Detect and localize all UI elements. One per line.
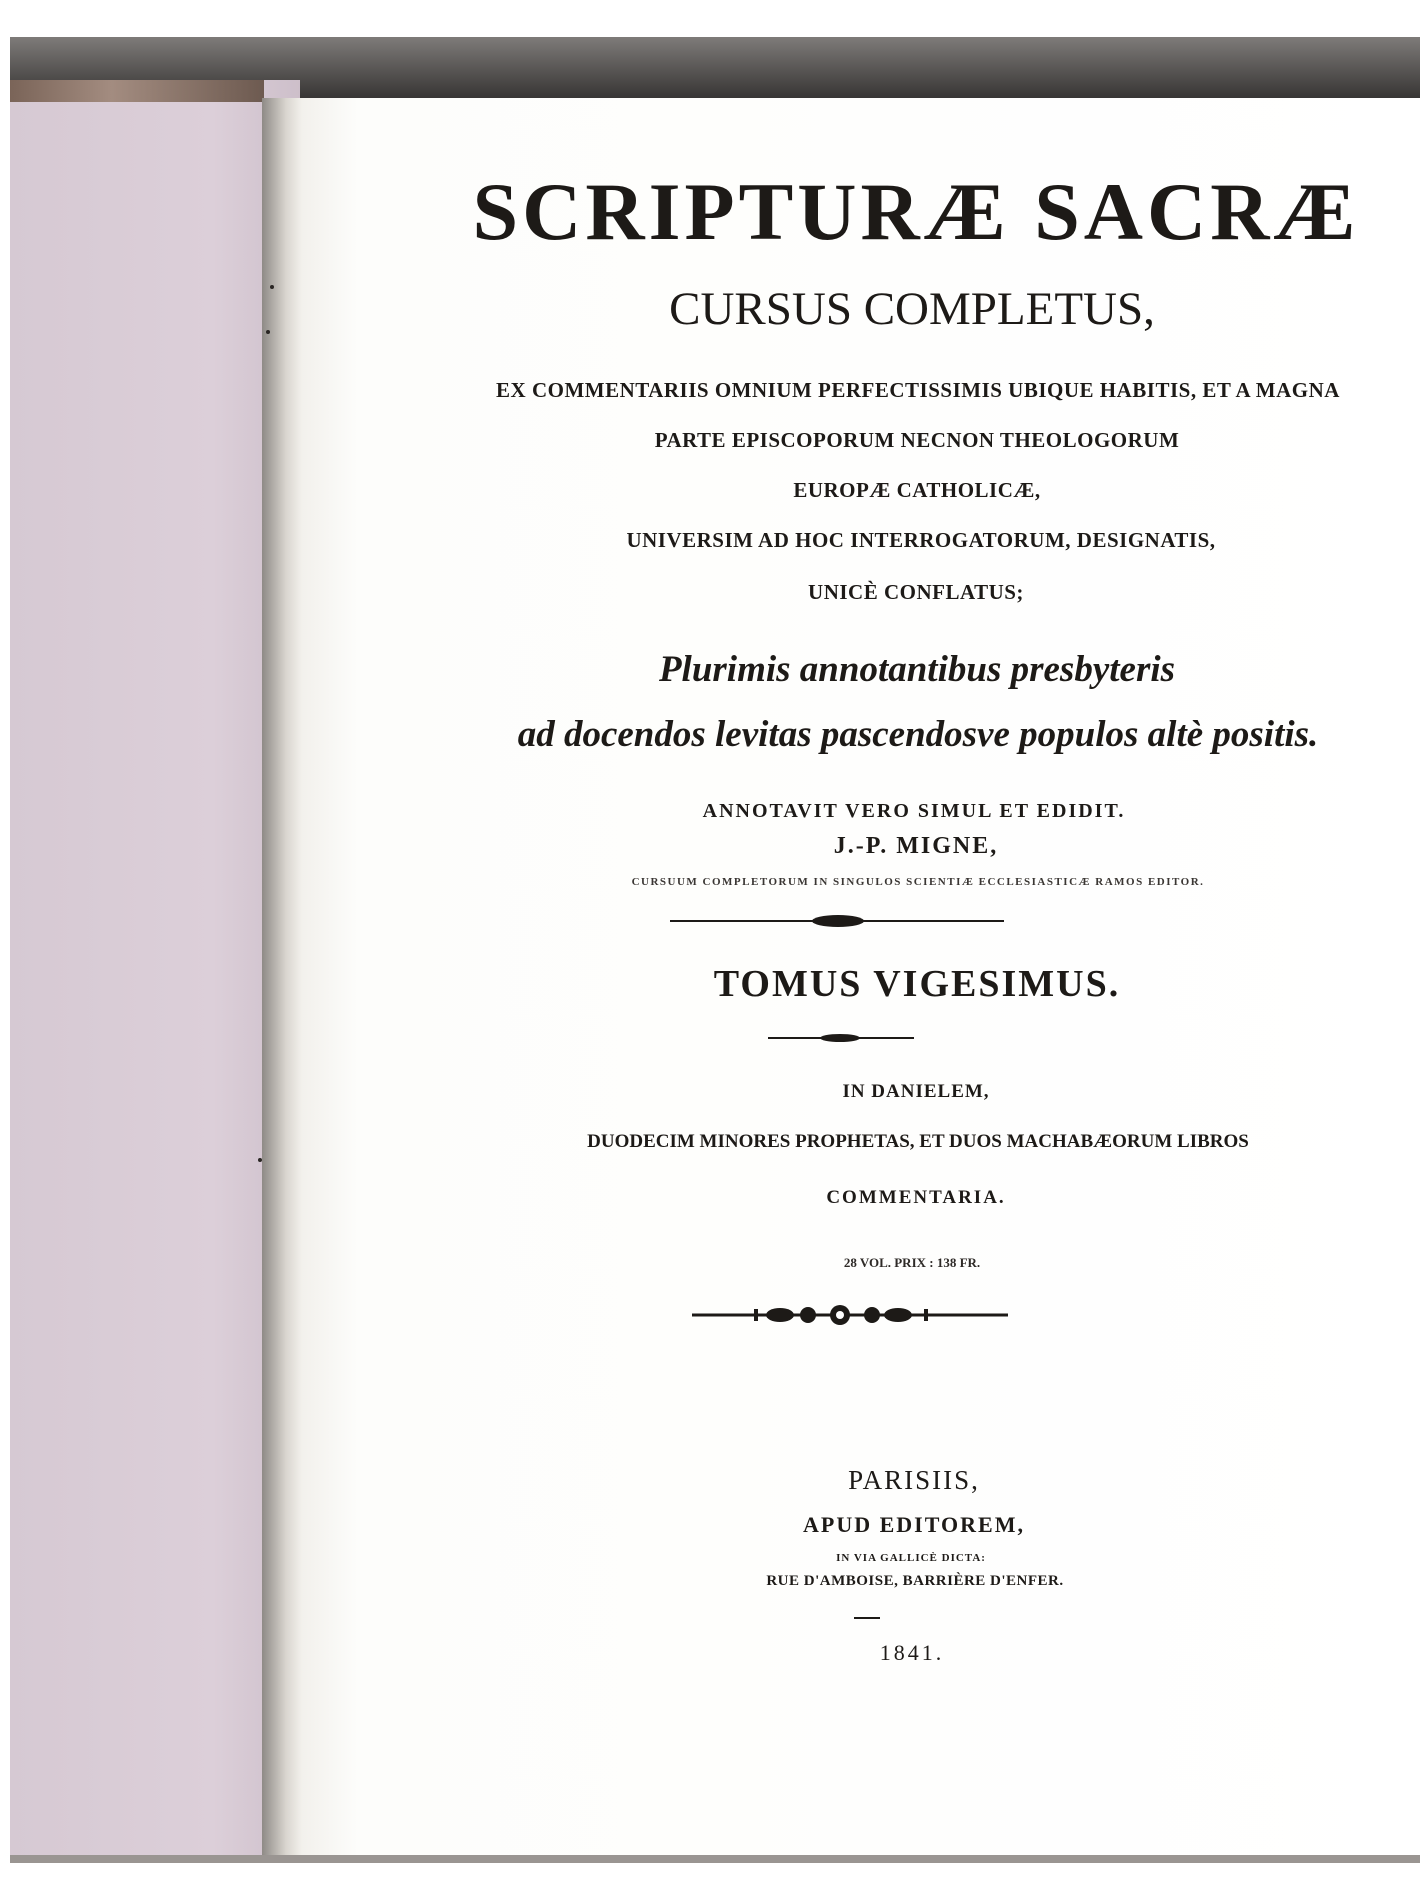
annotation-line: ANNOTAVIT VERO SIMUL ET EDIDIT. (702, 800, 1126, 822)
editor-name: J.-P. MIGNE, (833, 833, 999, 859)
description-line: PARTE EPISCOPORUM NECNON THEOLOGORUM (654, 428, 1180, 452)
contents-line: COMMENTARIA. (826, 1187, 1006, 1208)
paper-speck (258, 1158, 262, 1162)
description-line: EUROPÆ CATHOLICÆ, (793, 478, 1041, 502)
imprint-street-intro: IN VIA GALLICÈ DICTA: (836, 1552, 986, 1564)
imprint-publisher: APUD EDITOREM, (803, 1512, 1025, 1537)
binding-strip (10, 80, 264, 102)
fleuron-ornament (692, 1303, 1008, 1327)
ornamental-rule-center (812, 915, 864, 927)
italic-line: ad docendos levitas pascendosve populos altè positis. (517, 714, 1319, 755)
description-line: UNIVERSIM AD HOC INTERROGATORUM, DESIGNATIS, (626, 528, 1216, 552)
book-title: SCRIPTURÆ SACRÆ (472, 166, 1360, 257)
editor-title: CURSUUM COMPLETORUM IN SINGULOS SCIENTIÆ ECCLESIASTICÆ RAMOS EDITOR. (631, 876, 1205, 888)
contents-line: IN DANIELEM, (842, 1081, 990, 1102)
price-line: 28 VOL. PRIX : 138 FR. (843, 1255, 981, 1270)
volume-number: TOMUS VIGESIMUS. (713, 963, 1121, 1005)
ornamental-rule-center (820, 1034, 860, 1042)
description-line: UNICÈ CONFLATUS; (808, 580, 1024, 604)
contents-line: DUODECIM MINORES PROPHETAS, ET DUOS MACHABÆORUM LIBROS (587, 1131, 1249, 1152)
short-rule (854, 1617, 880, 1619)
imprint-year: 1841. (879, 1640, 945, 1665)
description-line: EX COMMENTARIIS OMNIUM PERFECTISSIMIS UBIQUE HABITIS, ET A MAGNA (496, 378, 1340, 402)
imprint-city: PARISIIS, (848, 1465, 980, 1495)
italic-line: Plurimis annotantibus presbyteris (658, 649, 1176, 690)
book-subtitle: CURSUS COMPLETUS, (669, 283, 1155, 335)
imprint-street: RUE D'AMBOISE, BARRIÈRE D'ENFER. (766, 1573, 1064, 1589)
scan-bottom-edge (10, 1855, 1420, 1863)
